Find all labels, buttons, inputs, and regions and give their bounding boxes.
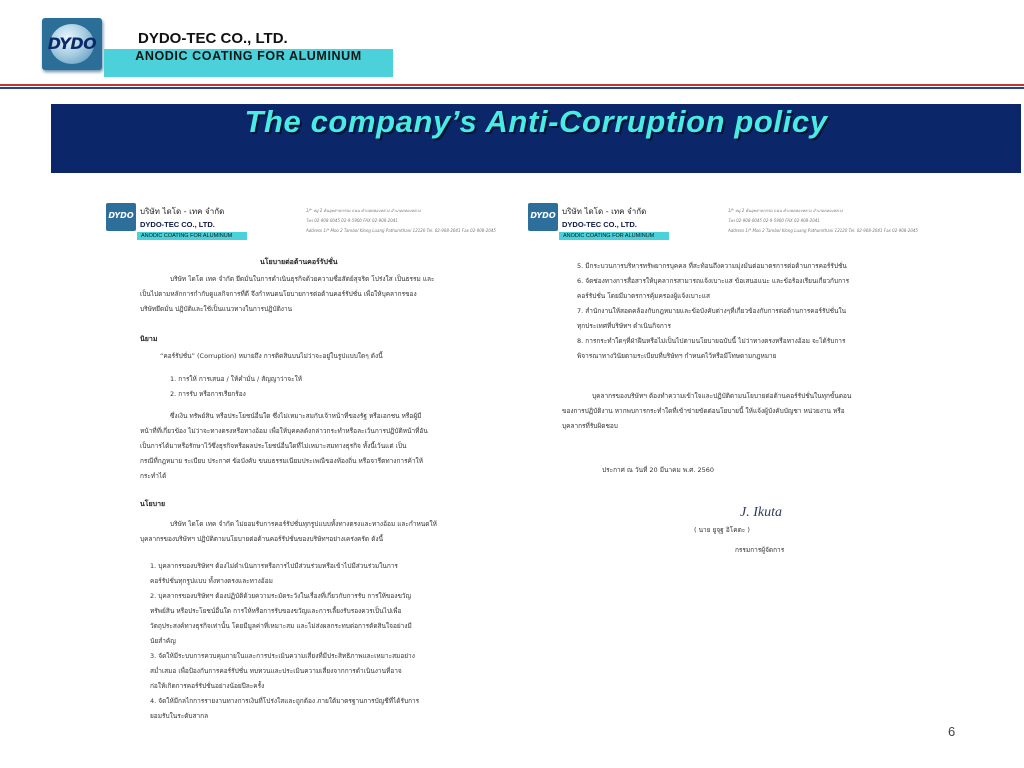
signature: J. Ikuta: [740, 505, 782, 520]
signer-name: ( นาย ยูจุฐ อิโคตะ ): [694, 526, 750, 534]
company-logo: [42, 18, 102, 70]
intro-paragraph: บริษัท ไดโด เทค จำกัด ยึดมั่นในการดำเนินธุรกิจด้วยความซื่อสัตย์สุจริต โปร่งใส เป็นธรรม และ เป็นไปตามหลักการกำกับดูแลกิจการที่ดี จึงกำหนดนโยบายการต่อต้านคอร์รัปชั่น เพื่อให้บุคลากรของ บริษัทยึดมั่น ปฏิบัติและใช้เป็นแนวทางในการปฏิบัติงาน: [140, 275, 435, 313]
letterhead-tagline-bar: [559, 232, 669, 240]
letterhead-address: 1/* หมู่ 2 ต้นอุตสาหกรรม ถนน ตำบลคลองหลวง อำเภอคลองหลวง โทร 02-908-0045 02-9-5900 FAX 02-908-2041 Address 1/* Moo 2 Tambol Klong Luang Pathumthani 12120 Tel. 02-908-2041 Fax 02-908-2045: [306, 208, 496, 233]
letterhead-logo-icon: DYDO: [106, 203, 136, 231]
policy-heading: นโยบาย: [140, 500, 166, 508]
letterhead-address: 1/* หมู่ 2 ต้นอุตสาหกรรม ถนน ตำบลคลองหลวง อำเภอคลองหลวง โทร 02-908-0045 02-9-5900 FAX 02-908-2041 Address 1/* Moo 2 Tambol Klong Luang Pathumthani 12120 Tel. 02-908-2041 Fax 02-908-2045: [728, 208, 918, 233]
slide-title: The company’s Anti-Corruption policy: [244, 104, 828, 139]
closing-paragraph: บุคลากรของบริษัทฯ ต้องทำความเข้าใจและปฏิบัติตามนโยบายต่อต้านคอร์รัปชั่นในทุกขั้นตอน ของการปฏิบัติงาน หากพบการกระทำใดที่เข้าข่ายขัดต่อนโยบายนี้ ให้แจ้งผู้บังคับบัญชา หน่วยงาน หรือ บุคลากรที่รับผิดชอบ: [562, 392, 852, 430]
letterhead-thai-name: บริษัท ไดโด - เทค จำกัด: [562, 207, 647, 216]
signer-title: กรรมการผู้จัดการ: [735, 546, 785, 554]
policy-list-continued: 5. มีกระบวนการบริหารทรัพยากรบุคคล ที่สะท้อนถึงความมุ่งมั่นต่อมาตรการต่อต้านการคอร์รัปชั่น 6. จัดช่องทางการสื่อสารให้บุคลากรสามารถแจ้งเบาะแส ข้อเสนอแนะ และข้อร้องเรียนเกี่ยวกับการ คอร์รัปชั่น โดยมีมาตรการคุ้มครองผู้แจ้งเบาะแส 7. สำนักงานให้สอดคล้องกับกฎหมายและข้อบังคับต่างๆที่เกี่ยวข้องกับการต่อต้านการคอร์รัปชั่นใน ทุกประเทศที่บริษัทฯ ดำเนินกิจการ 8. การกระทำใดๆที่ฝ่าฝืนหรือไม่เป็นไปตามนโยบายฉบับนี้ ไม่ว่าทางตรงหรือทางอ้อม จะได้รับการ พิจารณาทางวินัยตามระเบียบที่บริษัทฯ กำหนดไว้หรือมีโทษตามกฎหมาย: [577, 262, 850, 360]
policy-intro: บริษัท ไดโด เทค จำกัด ไม่ยอมรับการคอร์รัปชั่นทุกรูปแบบทั้งทางตรงและทางอ้อม และกำหนดให้ บุคลากรของบริษัทฯ ปฏิบัติตามนโยบายต่อต้านคอร์รัปชั่นของบริษัทฯอย่างเคร่งครัด ดังนี้: [140, 520, 437, 543]
logo-text: DYDO: [47, 34, 97, 53]
header-rule-red: [0, 84, 1024, 86]
definition-body: ซึ่งเงิน ทรัพย์สิน หรือประโยชน์อื่นใด ซึ่งไม่เหมาะสมกับเจ้าหน้าที่ของรัฐ หรือเอกชน หรือผู้มี หน้าที่ที่เกี่ยวข้อง ไม่ว่าจะทางตรงหรือทางอ้อม เพื่อให้บุคคลดังกล่าวกระทำหรือละเว้นการปฏิบัติหน้าที่อัน เป็นการได้มาหรือรักษาไว้ซึ่งธุรกิจหรือผลประโยชน์อื่นใดที่ไม่เหมาะสมทางธุรกิจ ทั้งนี้เว้นแต่ เป็น กรณีที่กฎหมาย ระเบียบ ประกาศ ข้อบังคับ ขนบธรรมเนียมประเพณีของท้องถิ่น หรือจารีตทางการค้าให้ กระทำได้: [140, 412, 428, 480]
letterhead-thai-name: บริษัท ไดโด - เทค จำกัด: [140, 207, 225, 216]
letterhead-english-name: DYDO-TEC CO., LTD.: [562, 220, 637, 229]
policy-document-page-2: [522, 192, 918, 572]
definition-heading: นิยาม: [140, 335, 158, 343]
letterhead-logo-icon: DYDO: [528, 203, 558, 231]
tagline-bar: [104, 49, 393, 77]
announcement-date: ประกาศ ณ วันที่ 20 มีนาคม พ.ศ. 2560: [602, 466, 714, 474]
letterhead-english-name: DYDO-TEC CO., LTD.: [140, 220, 215, 229]
header-rule-blue: [0, 87, 1024, 89]
title-banner: [51, 104, 1021, 173]
letterhead-tagline: ANODIC COATING FOR ALUMINUM: [141, 233, 233, 239]
tagline: ANODIC COATING FOR ALUMINUM: [135, 49, 362, 63]
letterhead-tagline: ANODIC COATING FOR ALUMINUM: [563, 233, 655, 239]
letterhead-tagline-bar: [137, 232, 247, 240]
policy-list: 1. บุคลากรของบริษัทฯ ต้องไม่ดำเนินการหรือการไปมีส่วนร่วมหรือเข้าไปมีส่วนร่วมในการ คอร์รัปชั่นทุกรูปแบบ ทั้งทางตรงและทางอ้อม 2. บุคลากรของบริษัทฯ ต้องปฏิบัติด้วยความระมัดระวังในเรื่องที่เกี่ยวกับการรับ การให้ของขวัญ ทรัพย์สิน หรือประโยชน์อื่นใด การให้หรือการรับของขวัญและการเลี้ยงรับรองควรเป็นไปเพื่อ วัตถุประสงค์ทางธุรกิจเท่านั้น โดยมีมูลค่าที่เหมาะสม และไม่ส่งผลกระทบต่อการตัดสินใจอย่างมี นัยสำคัญ 3. จัดให้มีระบบการควบคุมภายในและการประเมินความเสี่ยงที่มีประสิทธิภาพและเหมาะสมอย่าง สม่ำเสมอ เพื่อป้องกันการคอร์รัปชั่น ทบทวนและประเมินความเสี่ยงจากการดำเนินงานที่อาจ ก่อให้เกิดการคอร์รัปชั่นอย่างน้อยปีละครั้ง 4. จัดให้มีกลไกการรายงานทางการเงินที่โปร่งใสและถูกต้อง ภายใต้มาตรฐานการบัญชีที่ได้รับการ ยอมรับในระดับสากล: [150, 562, 420, 720]
policy-document-page-1: [100, 192, 496, 732]
company-name: DYDO-TEC CO., LTD.: [138, 30, 288, 47]
definition-intro: “คอร์รัปชั่น” (Corruption) หมายถึง การติดสินบนไม่ว่าจะอยู่ในรูปแบบใดๆ ดังนี้: [160, 352, 383, 360]
definition-list: 1. การให้ การเสนอ / ให้คำมั่น / สัญญาว่าจะให้ 2. การรับ หรือการเรียกร้อง: [170, 375, 303, 398]
document-title: นโยบายต่อต้านคอร์รัปชั่น: [260, 258, 338, 266]
page-number: 6: [948, 724, 956, 739]
